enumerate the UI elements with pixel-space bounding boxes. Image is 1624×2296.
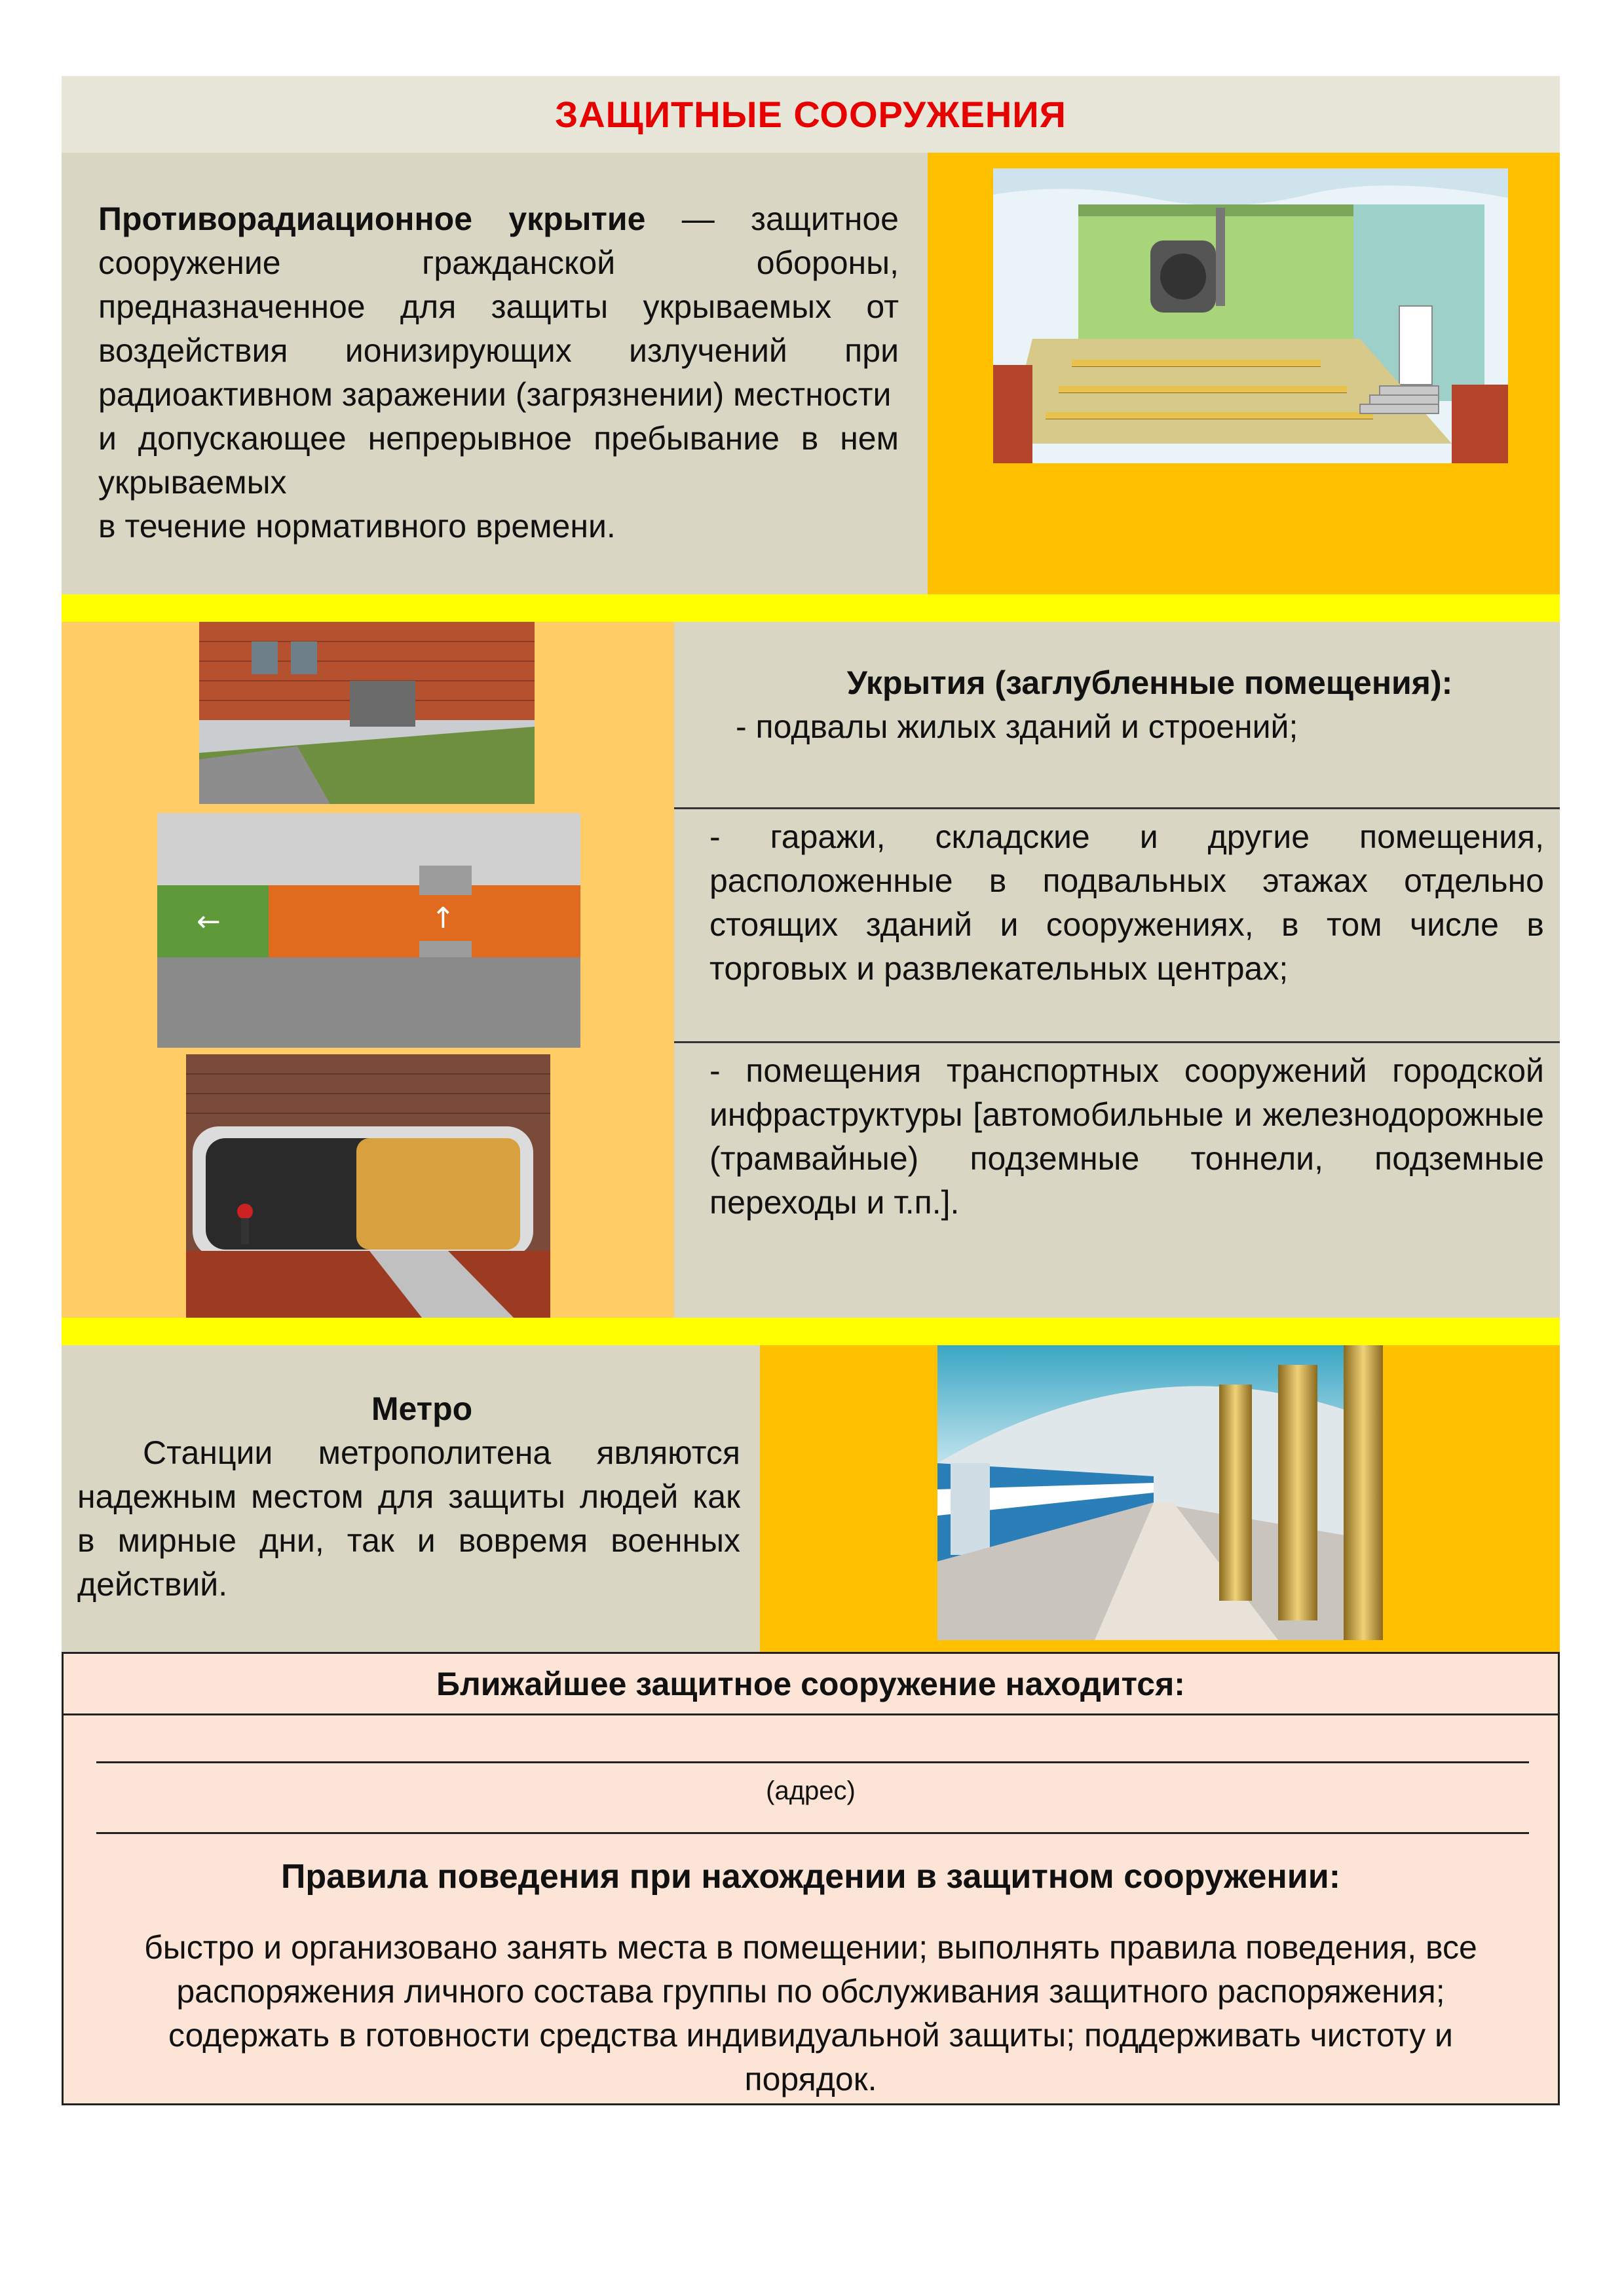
address-input-line[interactable] [96,1761,1529,1763]
shelter-type-item-1: - подвалы жилых зданий и строений; [736,708,1298,745]
svg-text:←: ← [197,905,221,938]
shelter-cutaway-illustration [993,168,1508,463]
page-title: ЗАЩИТНЫЕ СООРУЖЕНИЯ [555,94,1067,135]
rules-heading: Правила поведения при нахождении в защитном сооружении: [280,1858,1341,1896]
shelter-term: Противорадиационное укрытие [98,201,646,237]
divider-line-1 [674,807,1560,809]
underground-garage-photo [157,813,580,1048]
address-label: (адрес) [766,1776,856,1805]
shelter-types-panel [674,622,1560,1318]
metro-panel [62,1345,760,1652]
rules-text: быстро и организовано занять места в помещении; выполнять правила поведения, все распоряжения личного состава группы по обслуживания защитного распоряжения; содержать в готовности средства индивидуальной защиты; поддерживать чистоту и порядок. [144,1929,1477,2097]
shelter-type-item-3: - помещения транспортных сооружений городской инфраструктуры [автомобильные и железнодорожные (трамвайные) подземные тоннели, подземные переходы и т.п.]. [709,1052,1544,1221]
divider-stripe-2 [62,1318,1560,1345]
shelter-photos-panel [62,622,674,1318]
shelter-definition-2: и допускающее непрерывное пребывание в нем укрываемых [98,420,899,501]
divider-line-2 [674,1041,1560,1043]
metro-station-photo [937,1345,1383,1640]
shelter-definition-panel [62,153,928,594]
shelter-image-panel [928,153,1560,594]
pedestrian-tunnel-photo [186,1054,550,1318]
shelter-type-basements [674,661,1560,749]
title-bar [62,76,1560,153]
nearest-shelter-box [62,1652,1560,2105]
shelter-type-item-2: - гаражи, складские и другие помещения, расположенные в подвальных этажах отдельно стоящих зданий и сооружениях, в том числе в торговых и развлекательных центрах; [709,818,1544,987]
basement-entrance-photo [199,622,535,804]
metro-heading: Метро [371,1390,473,1427]
divider-stripe-1 [62,594,1560,622]
shelter-definition: Противорадиационное укрытие — защитное сооружение гражданской обороны, предназначенное для защиты укрываемых от воздействия ионизирующих излучений при радиоактивном заражении (загрязнении) местности [98,201,899,413]
address-underline [96,1832,1529,1834]
shelter-types-heading: Укрытия (заглубленные помещения): [846,664,1453,701]
svg-text:↑: ↑ [431,902,455,935]
metro-text: Станции метрополитена являются надежным местом для защиты людей как в мирные дни, так и вовремя военных действий. [77,1434,740,1603]
shelter-type-transport [674,1049,1560,1225]
shelter-type-garages [674,815,1560,991]
metro-image-panel [760,1345,1560,1652]
shelter-definition-text: защитное сооружение гражданской обороны, предназначенное для защиты укрываемых от воздействия ионизирующих излучений при радиоактивном заражении (загрязнении) местности [98,201,899,413]
shelter-definition-3: в течение нормативного времени. [98,508,616,545]
nearest-shelter-heading: Ближайшее защитное сооружение находится: [64,1654,1558,1715]
